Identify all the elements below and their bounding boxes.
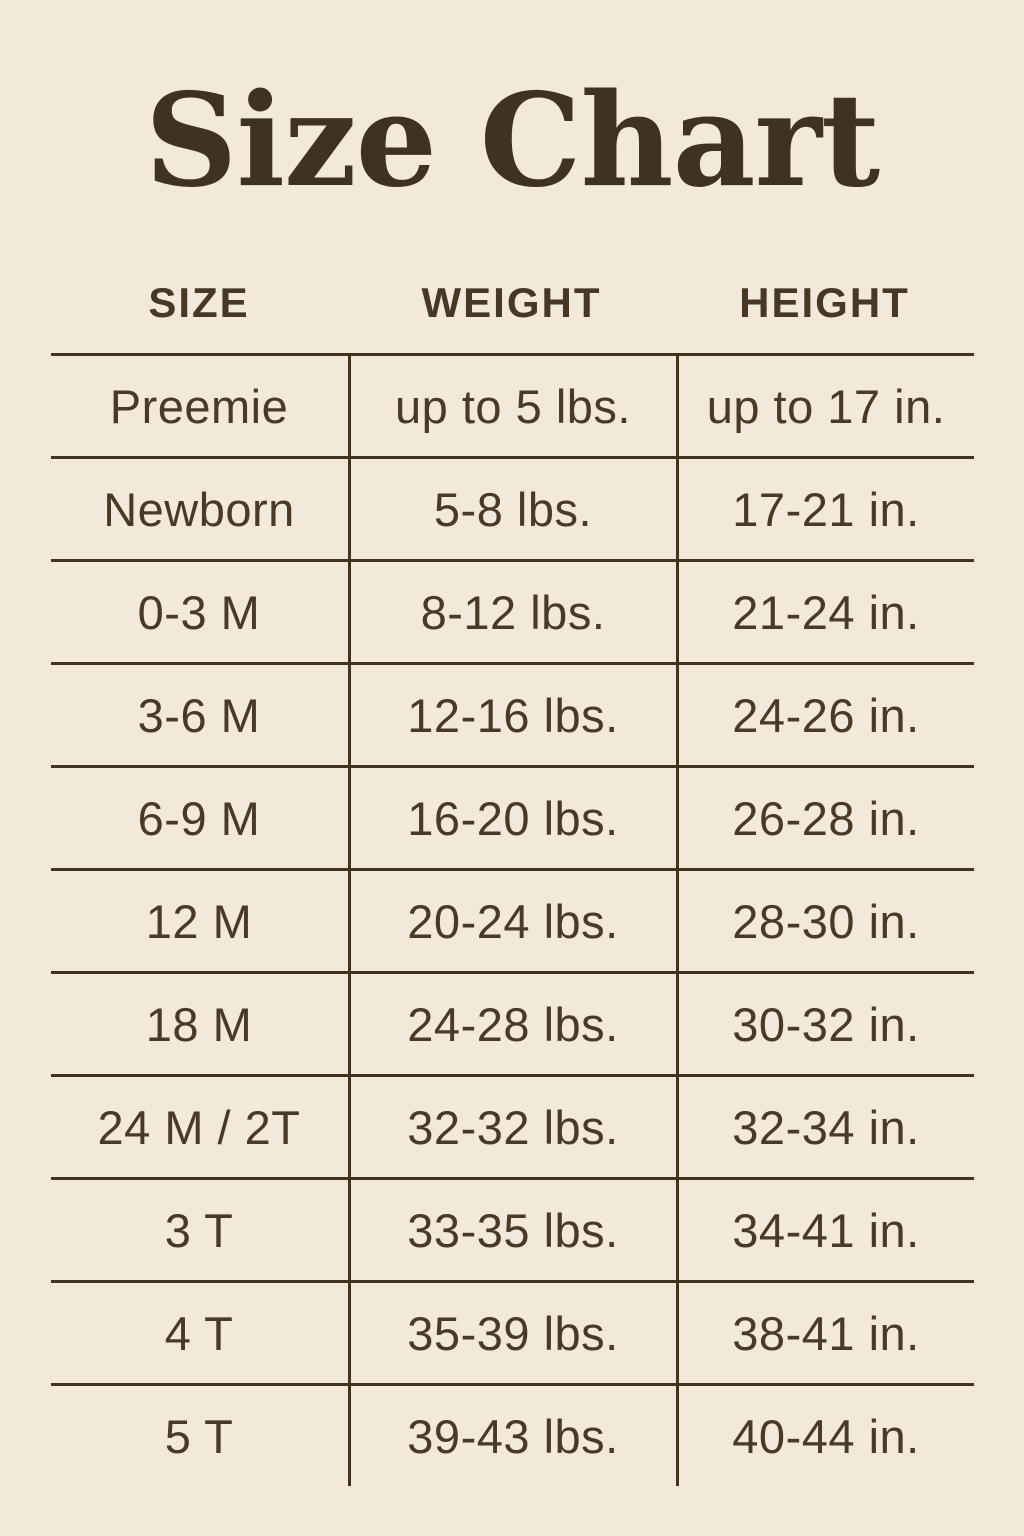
cell-weight: 5-8 lbs. bbox=[348, 459, 676, 559]
cell-height: 30-32 in. bbox=[676, 974, 974, 1074]
column-header-weight: WEIGHT bbox=[421, 279, 602, 327]
table-row bbox=[51, 868, 974, 971]
cell-weight: 39-43 lbs. bbox=[348, 1386, 676, 1486]
cell-height: 17-21 in. bbox=[676, 459, 974, 559]
table-row bbox=[51, 765, 974, 868]
cell-height: 32-34 in. bbox=[676, 1077, 974, 1177]
table-row bbox=[51, 1280, 974, 1383]
table-row bbox=[51, 456, 974, 559]
cell-size: 24 M / 2T bbox=[97, 1100, 301, 1154]
cell-weight: 24-28 lbs. bbox=[348, 974, 676, 1074]
cell-weight: 20-24 lbs. bbox=[348, 871, 676, 971]
table-row bbox=[51, 353, 974, 456]
size-table bbox=[51, 253, 974, 1486]
cell-size: Preemie bbox=[109, 379, 289, 433]
table-row bbox=[51, 559, 974, 662]
table-row bbox=[51, 662, 974, 765]
cell-size: 5 T bbox=[164, 1409, 234, 1463]
cell-weight: 33-35 lbs. bbox=[348, 1180, 676, 1280]
column-header-size: SIZE bbox=[148, 279, 250, 327]
cell-weight: 8-12 lbs. bbox=[348, 562, 676, 662]
cell-height: 21-24 in. bbox=[676, 562, 974, 662]
table-body bbox=[51, 353, 974, 1486]
cell-size: Newborn bbox=[103, 482, 295, 536]
cell-weight: up to 5 lbs. bbox=[348, 356, 676, 456]
cell-height: 24-26 in. bbox=[676, 665, 974, 765]
cell-size: 6-9 M bbox=[137, 791, 261, 845]
cell-size: 0-3 M bbox=[137, 585, 261, 639]
table-row bbox=[51, 1383, 974, 1486]
cell-size: 12 M bbox=[145, 894, 253, 948]
cell-height: 28-30 in. bbox=[676, 871, 974, 971]
table-header-row bbox=[51, 253, 974, 353]
cell-weight: 12-16 lbs. bbox=[348, 665, 676, 765]
cell-weight: 35-39 lbs. bbox=[348, 1283, 676, 1383]
table-row bbox=[51, 971, 974, 1074]
cell-height: 38-41 in. bbox=[676, 1283, 974, 1383]
cell-size: 4 T bbox=[164, 1306, 234, 1360]
column-header-height: HEIGHT bbox=[739, 279, 910, 327]
cell-size: 3 T bbox=[164, 1203, 234, 1257]
cell-weight: 16-20 lbs. bbox=[348, 768, 676, 868]
cell-weight: 32-32 lbs. bbox=[348, 1077, 676, 1177]
table-row bbox=[51, 1177, 974, 1280]
cell-height: 26-28 in. bbox=[676, 768, 974, 868]
cell-height: 40-44 in. bbox=[676, 1386, 974, 1486]
cell-height: up to 17 in. bbox=[676, 356, 974, 456]
page-title: Size Chart bbox=[144, 66, 880, 216]
table-row bbox=[51, 1074, 974, 1177]
cell-size: 18 M bbox=[145, 997, 253, 1051]
cell-height: 34-41 in. bbox=[676, 1180, 974, 1280]
cell-size: 3-6 M bbox=[137, 688, 261, 742]
